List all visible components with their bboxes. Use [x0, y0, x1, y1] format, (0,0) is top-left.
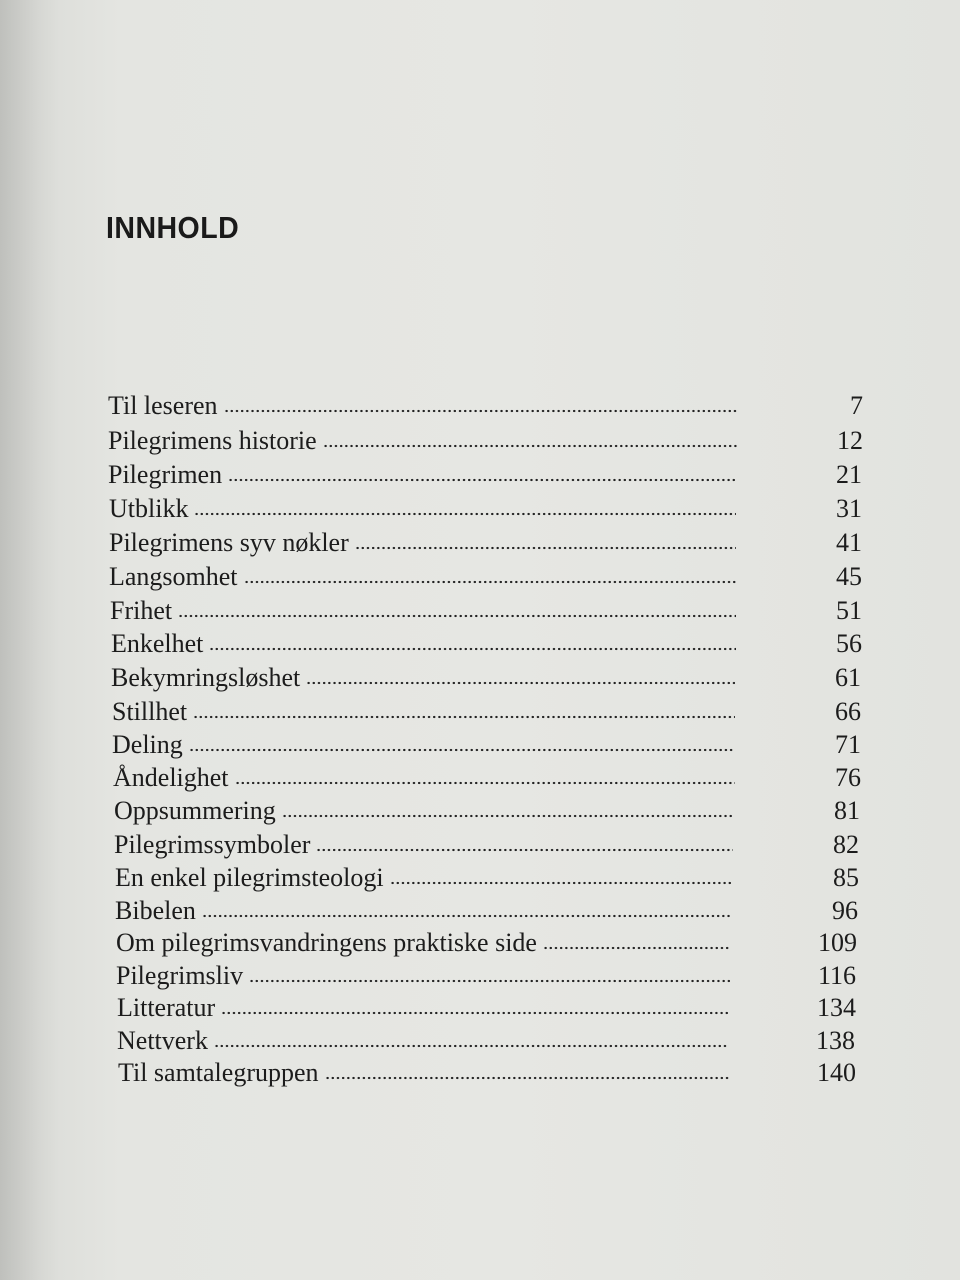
toc-entry-title: Pilegrimens historie — [108, 426, 317, 455]
toc-entry-page-number: 116 — [817, 961, 856, 990]
toc-entry-page-number: 45 — [836, 562, 862, 591]
toc-entry-page-number: 71 — [835, 730, 861, 759]
toc-heading: INNHOLD — [106, 210, 240, 245]
toc-entry-title: Pilegrimen — [108, 460, 223, 489]
toc-entry — [114, 829, 859, 861]
toc-entry-title: Enkelhet — [111, 629, 204, 658]
toc-entry-page-number: 31 — [836, 494, 862, 523]
toc-entry-page-number: 96 — [832, 896, 858, 925]
toc-dot-leader — [306, 680, 735, 686]
toc-entry-title: Nettverk — [117, 1026, 208, 1055]
toc-entry-title: Bekymringsløshet — [111, 663, 301, 692]
toc-entry-page-number: 21 — [836, 460, 862, 489]
toc-entry — [114, 795, 860, 827]
toc-entry — [117, 1025, 855, 1057]
toc-entry — [109, 493, 862, 525]
toc-entry — [111, 628, 862, 660]
toc-entry — [116, 960, 856, 992]
toc-entry-title: Pilegrimens syv nøkler — [109, 528, 349, 557]
toc-dot-leader — [224, 408, 737, 414]
toc-entry-page-number: 140 — [817, 1058, 856, 1087]
toc-entry-title: Langsomhet — [109, 562, 238, 591]
toc-entry — [109, 527, 862, 559]
toc-entry-page-number: 51 — [836, 596, 862, 625]
toc-entry-page-number: 82 — [833, 830, 859, 859]
toc-entry-page-number: 41 — [836, 528, 862, 557]
toc-entry-page-number: 7 — [850, 391, 863, 420]
toc-dot-leader — [228, 477, 736, 483]
toc-dot-leader — [178, 613, 736, 619]
toc-entry-title: Pilegrimssymboler — [114, 830, 311, 859]
toc-dot-leader — [282, 813, 734, 819]
toc-dot-leader — [244, 579, 736, 585]
toc-entry — [111, 662, 861, 694]
toc-entry — [115, 862, 859, 894]
toc-entry-title: Oppsummering — [114, 796, 276, 825]
toc-entry-page-number: 81 — [834, 796, 860, 825]
toc-entry-page-number: 85 — [833, 863, 859, 892]
toc-entry-title: Om pilegrimsvandringens praktiske side — [116, 928, 537, 957]
toc-entry-title: Til leseren — [108, 391, 218, 420]
toc-entry-title: Åndelighet — [113, 763, 229, 792]
toc-entry-page-number: 134 — [817, 993, 856, 1022]
toc-entry-title: Utblikk — [109, 494, 189, 523]
toc-entry-page-number: 61 — [835, 663, 861, 692]
toc-entry — [110, 595, 862, 627]
toc-dot-leader — [193, 714, 735, 720]
toc-entry-page-number: 76 — [835, 763, 861, 792]
toc-entry-title: En enkel pilegrimsteologi — [115, 863, 384, 892]
toc-entry-page-number: 138 — [816, 1026, 855, 1055]
toc-dot-leader — [355, 545, 736, 551]
toc-entry-title: Til samtalegruppen — [118, 1058, 319, 1087]
toc-dot-leader — [221, 1010, 730, 1016]
toc-entry-title: Stillhet — [112, 697, 188, 726]
toc-dot-leader — [316, 847, 733, 853]
toc-dot-leader — [209, 646, 736, 652]
toc-entry — [108, 425, 863, 457]
toc-entry — [117, 992, 856, 1024]
toc-entry — [108, 459, 862, 491]
toc-entry-title: Bibelen — [115, 896, 196, 925]
toc-entry — [112, 729, 861, 761]
toc-dot-leader — [390, 880, 733, 886]
toc-dot-leader — [543, 945, 731, 951]
toc-entry-title: Pilegrimsliv — [116, 961, 244, 990]
toc-entry — [109, 561, 862, 593]
toc-dot-leader — [249, 978, 730, 984]
toc-entry-page-number: 109 — [818, 928, 857, 957]
toc-entry-page-number: 66 — [835, 697, 861, 726]
toc-entry — [112, 696, 861, 728]
toc-entry — [115, 895, 858, 927]
toc-dot-leader — [189, 747, 735, 753]
toc-entry-page-number: 12 — [837, 426, 863, 455]
toc-entry — [118, 1057, 856, 1089]
toc-entry — [108, 390, 863, 422]
toc-dot-leader — [202, 913, 732, 919]
toc-dot-leader — [235, 780, 735, 786]
toc-entry — [113, 762, 861, 794]
toc-dot-leader — [323, 443, 737, 449]
toc-entry-title: Frihet — [110, 596, 173, 625]
toc-dot-leader — [214, 1043, 729, 1049]
toc-entry-title: Deling — [112, 730, 183, 759]
toc-dot-leader — [325, 1075, 730, 1081]
toc-entry-page-number: 56 — [836, 629, 862, 658]
toc-entry — [116, 927, 857, 959]
toc-entry-title: Litteratur — [117, 993, 216, 1022]
toc-dot-leader — [194, 511, 736, 517]
